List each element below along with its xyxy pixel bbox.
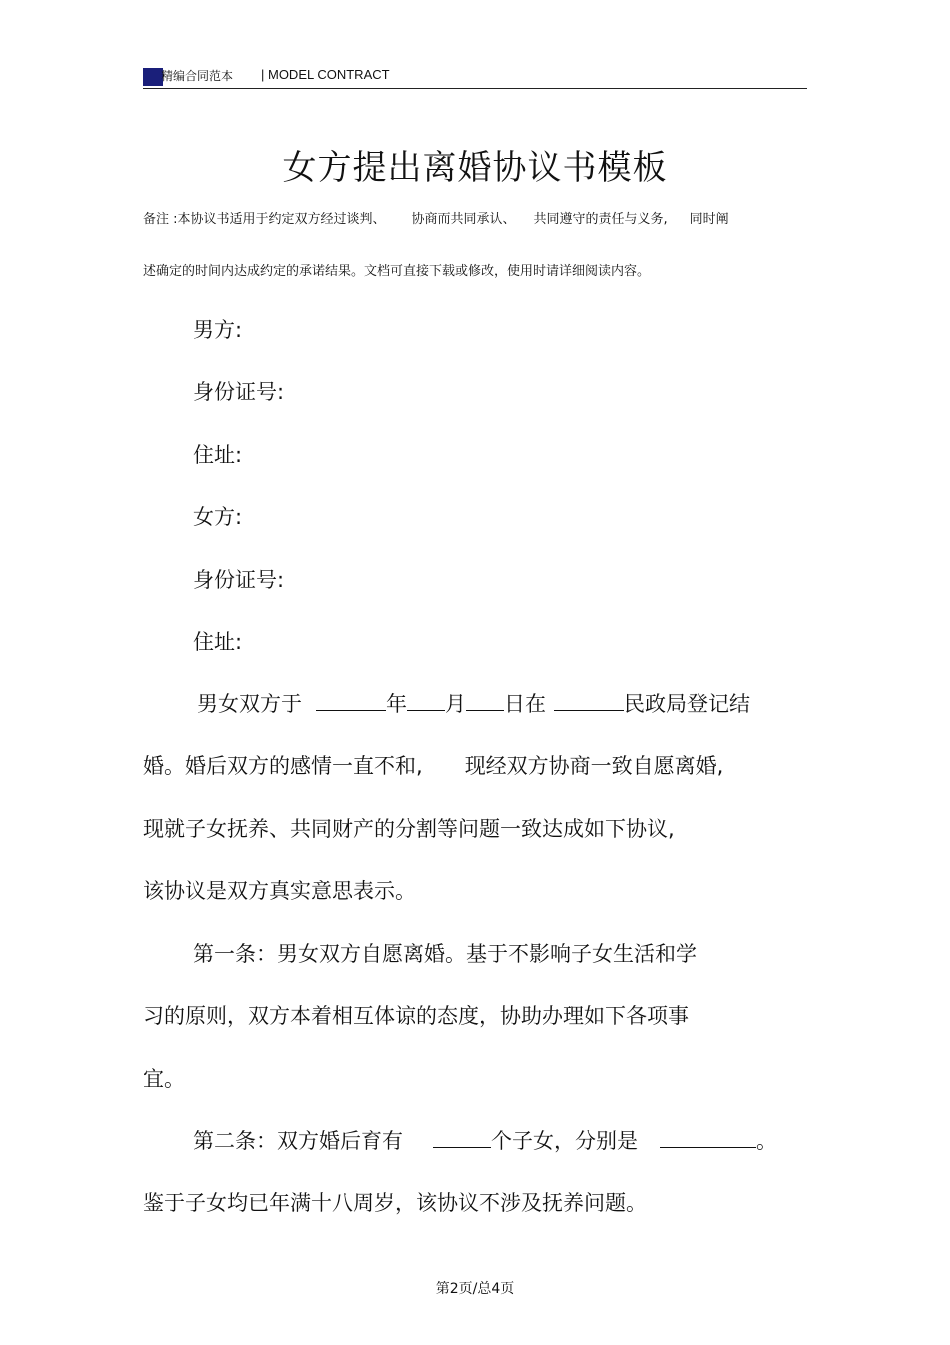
note-text-b: 协商而共同承认、 [411, 212, 516, 227]
page-number: 第2页/总4页 [435, 1281, 515, 1297]
field-man-address: 住址: [193, 443, 243, 467]
page-header [143, 64, 807, 89]
brand-logo-icon [143, 68, 163, 86]
intro-line-1 [197, 688, 750, 718]
intro-text-a: 男女双方于 [197, 692, 302, 716]
note-text-d: 同时阐 [689, 212, 729, 227]
year-blank [316, 690, 386, 711]
note-line-2: 述确定的时间内达成约定的承诺结果。文档可直接下载或修改，使用时请详细阅读内容。 [143, 264, 651, 279]
children-count-blank [433, 1127, 491, 1148]
children-names-blank [660, 1127, 756, 1148]
intro-line-3: 现就子女抚养、共同财产的分割等问题一致达成如下协议, [143, 817, 675, 841]
bureau-blank [554, 690, 624, 711]
intro-text-2b: 现经双方协商一致自愿离婚, [464, 754, 724, 778]
intro-text-month: 月 [445, 692, 466, 716]
field-man-id: 身份证号: [193, 380, 285, 404]
header-brand-cn: 精编合同范本 [161, 69, 234, 83]
document-title: 女方提出离婚协议书模板 [282, 148, 668, 188]
field-woman-address: 住址: [193, 630, 243, 654]
intro-line-4: 该协议是双方真实意思表示。 [143, 879, 416, 903]
article1-line-1: 第一条：男女双方自愿离婚。基于不影响子女生活和学 [193, 942, 697, 966]
field-woman: 女方: [193, 505, 243, 529]
article1-line-3: 宜。 [143, 1067, 185, 1091]
article2-text-a: 第二条：双方婚后育有 [193, 1129, 403, 1153]
intro-text-e: 民政局登记结 [624, 692, 750, 716]
article2-line-2: 鉴于子女均已年满十八周岁，该协议不涉及抚养问题。 [143, 1191, 647, 1215]
article2-text-c: 。 [756, 1129, 777, 1153]
field-woman-id: 身份证号: [193, 568, 285, 592]
intro-text-year: 年 [386, 692, 407, 716]
intro-text-2a: 婚。婚后双方的感情一直不和, [143, 754, 423, 778]
field-man: 男方: [193, 318, 243, 342]
article1-line-2: 习的原则，双方本着相互体谅的态度，协助办理如下各项事 [143, 1004, 689, 1028]
note-line-1 [143, 208, 813, 227]
intro-line-2 [143, 750, 723, 780]
day-blank [466, 690, 504, 711]
month-blank [407, 690, 445, 711]
note-text-c: 共同遵守的责任与义务, [533, 212, 668, 227]
article2-line-1 [193, 1125, 777, 1155]
article2-text-b: 个子女，分别是 [491, 1129, 638, 1153]
intro-text-day: 日在 [504, 692, 546, 716]
note-text-a: 备注 :本协议书适用于约定双方经过谈判、 [143, 212, 386, 227]
header-brand-en: | MODEL CONTRACT [261, 67, 390, 82]
